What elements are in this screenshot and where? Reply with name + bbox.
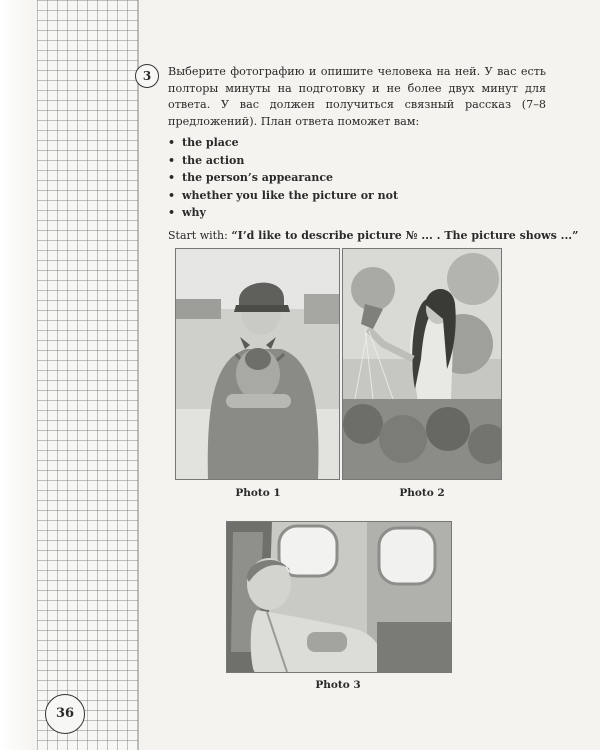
answer-plan-list xyxy=(168,134,398,222)
start-prefix: Start with: xyxy=(168,229,232,242)
start-phrase: “I’d like to describe picture № ... . The picture shows ...” xyxy=(231,229,579,242)
photo-3-caption: Photo 3 xyxy=(315,679,361,691)
plan-item: • whether you like the picture or not xyxy=(168,187,398,205)
page-margin xyxy=(0,0,37,750)
photo-3 xyxy=(226,521,452,673)
photo-1 xyxy=(175,248,340,480)
plan-item: • the action xyxy=(168,152,398,170)
photo-2 xyxy=(342,248,502,480)
task-number-badge: 3 xyxy=(135,64,159,88)
photo-2-image xyxy=(343,249,501,479)
plan-item: • why xyxy=(168,204,398,222)
grid-margin xyxy=(37,0,139,750)
page-number-badge: 36 xyxy=(45,694,85,734)
photo-2-caption: Photo 2 xyxy=(399,487,445,499)
start-with-line xyxy=(168,229,578,242)
photo-3-image xyxy=(227,522,451,672)
plan-item: • the place xyxy=(168,134,398,152)
plan-item: • the person’s appearance xyxy=(168,169,398,187)
photo-1-caption: Photo 1 xyxy=(235,487,281,499)
photo-1-image xyxy=(176,249,339,479)
task-instruction: Выберите фотографию и опишите человека на ней. У вас есть полторы минуты на подготовку и не более двух минут для ответа. У вас должен получиться связный рассказ (7–8 предложений). План ответа поможет вам: xyxy=(168,65,546,128)
